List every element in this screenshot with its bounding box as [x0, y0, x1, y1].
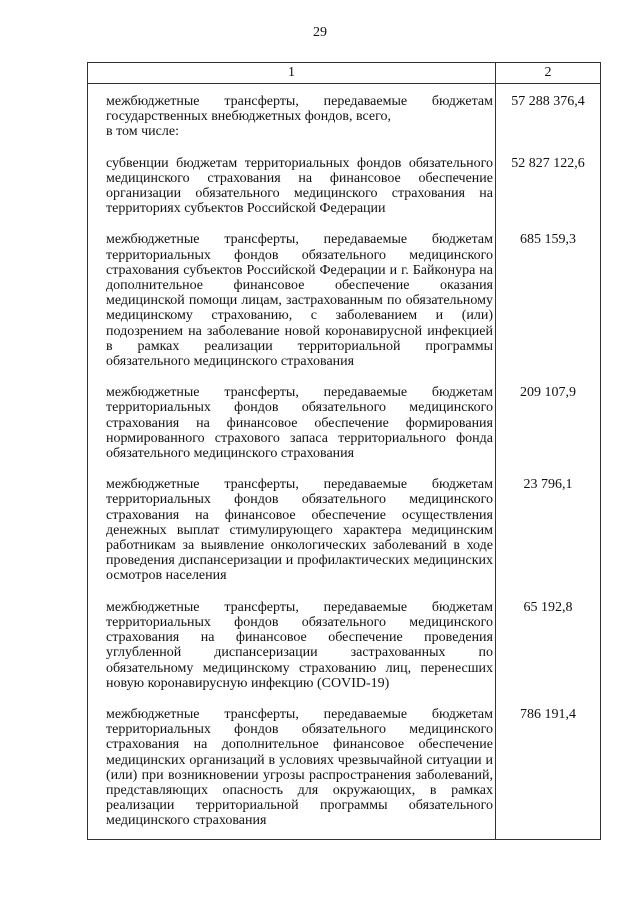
row-amount: 57 288 376,4 — [496, 84, 601, 148]
table-row — [88, 469, 601, 591]
row-amount: 685 159,3 — [496, 224, 601, 377]
row-description: межбюджетные трансферты, передаваемые бюджетам территориальных фондов обязательного медицинского страхования на финансовое обеспечение формирования нормированного страхового запаса территориального фонда обязательного медицинского страхования — [88, 377, 496, 469]
row-description: межбюджетные трансферты, передаваемые бюджетам государственных внебюджетных фондов, всего, в том числе: — [88, 84, 496, 148]
table-row — [88, 377, 601, 469]
table-row — [88, 84, 601, 148]
row-description: межбюджетные трансферты, передаваемые бюджетам территориальных фондов обязательного медицинского страхования на финансовое обеспечение осуществления денежных выплат стимулирующего характера медицинским работникам за выявление онкологических заболеваний в ходе проведения диспансеризации и профилактических медицинских осмотров населения — [88, 469, 496, 591]
column-header-1: 1 — [88, 63, 496, 84]
row-amount: 786 191,4 — [496, 699, 601, 839]
table-row — [88, 699, 601, 839]
table-row — [88, 224, 601, 377]
table-row — [88, 148, 601, 225]
table-row — [88, 592, 601, 699]
row-description: межбюджетные трансферты, передаваемые бюджетам территориальных фондов обязательного медицинского страхования субъектов Российской Федерации и г. Байконура на дополнительное финансовое обеспечение оказания медицинской помощи лицам, застрахованным по обязательному медицинскому страхованию, с заболеванием и (или) подозрением на заболевание новой коронавирусной инфекцией в рамках реализации территориальной программы обязательного медицинского страхования — [88, 224, 496, 377]
budget-table — [87, 62, 601, 840]
header-row — [88, 63, 601, 84]
row-amount: 209 107,9 — [496, 377, 601, 469]
column-header-2: 2 — [496, 63, 601, 84]
row-description: субвенции бюджетам территориальных фондов обязательного медицинского страхования на финансовое обеспечение организации обязательного медицинского страхования на территориях субъектов Российской Федерации — [88, 148, 496, 225]
row-amount: 52 827 122,6 — [496, 148, 601, 225]
page-number: 29 — [313, 25, 327, 40]
row-amount: 65 192,8 — [496, 592, 601, 699]
row-description: межбюджетные трансферты, передаваемые бюджетам территориальных фондов обязательного медицинского страхования на дополнительное финансовое обеспечение медицинских организаций в условиях чрезвычайной ситуации и (или) при возникновении угрозы распространения заболеваний, представляющих опасность для окружающих, в рамках реализации территориальной программы обязательного медицинского страхования — [88, 699, 496, 839]
row-amount: 23 796,1 — [496, 469, 601, 591]
row-description: межбюджетные трансферты, передаваемые бюджетам территориальных фондов обязательного медицинского страхования на финансовое обеспечение проведения углубленной диспансеризации застрахованных по обязательному медицинскому страхованию лиц, перенесших новую коронавирусную инфекцию (COVID-19) — [88, 592, 496, 699]
